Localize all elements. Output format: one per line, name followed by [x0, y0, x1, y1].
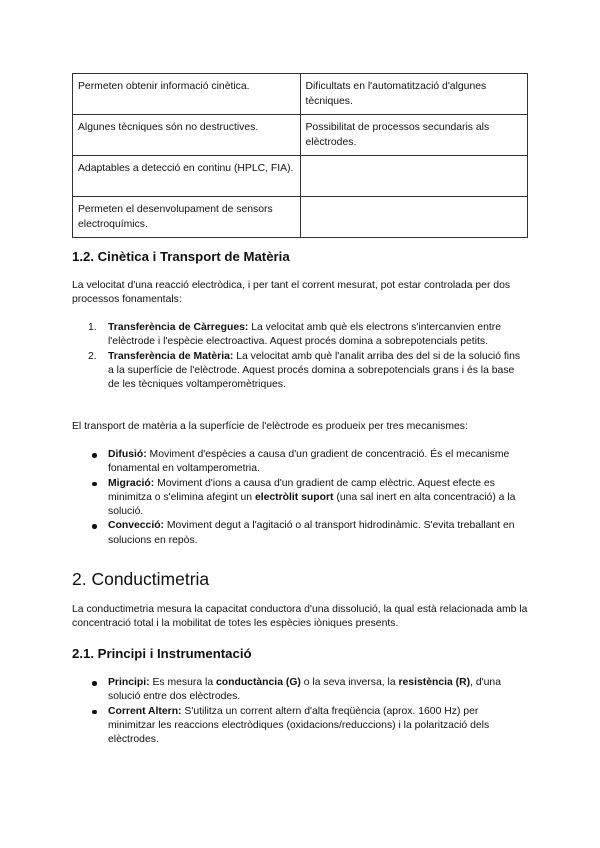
- table-row: [73, 74, 528, 115]
- bullet-icon: [92, 482, 97, 487]
- section-heading: 2.1. Principi i Instrumentació: [72, 646, 252, 661]
- table-cell: Adaptables a detecció en continu (HPLC, FIA).: [73, 156, 301, 197]
- table-cell: Possibilitat de processos secundaris als elèctrodes.: [300, 115, 528, 156]
- paragraph: La conductimetria mesura la capacitat conductora d'una dissolució, la qual està relacionada amb la concentració total i la mobilitat de totes les espècies iòniques presents.: [72, 604, 528, 630]
- list-item: 2. Transferència de Matèria: La velocitat amb què l'analit arriba des del si de la solució fins a la superfície de l'elèctrode. Aquest procés domina a sobrepotencials grans i és la base de les tècniques voltamperomètriques.: [88, 350, 521, 391]
- bullet-icon: [92, 524, 97, 529]
- paragraph: La velocitat d'una reacció electròdica, i per tant el corrent mesurat, pot estar controlada per dos processos fonamentals:: [72, 280, 511, 306]
- table-cell: Permeten el desenvolupament de sensors electroquímics.: [73, 197, 301, 238]
- list-item: Convecció: Moviment degut a l'agitació o al transport hidrodinàmic. S'evita treballant en solucions en repòs.: [72, 519, 528, 548]
- bullet-icon: [92, 453, 97, 458]
- advantages-table: [72, 73, 528, 238]
- bullet-icon: [92, 710, 97, 715]
- list-item: Corrent Altern: S'utilitza un corrent altern d'alta freqüència (aprox. 1600 Hz) per minimitzar les reaccions electròdiques (oxidacions/reduccions) i la polarització dels elèctrodes.: [72, 705, 528, 748]
- section-title: 2. Conductimetria: [72, 569, 210, 589]
- table-cell: [300, 197, 528, 238]
- list-item: Difusió: Moviment d'espècies a causa d'un gradient de concentració. És el mecanisme fonamental en voltamperometria.: [72, 448, 528, 477]
- table-cell: Permeten obtenir informació cinètica.: [73, 74, 301, 115]
- bullet-icon: [92, 681, 97, 686]
- bullet-list: [72, 448, 528, 548]
- list-item: 1. Transferència de Càrregues: La velocitat amb què els electrons s'intercanvien entre l'elèctrode i l'espècie electroactiva. Aquest procés domina a sobrepotencials petits.: [88, 322, 501, 348]
- table-row: [73, 197, 528, 238]
- table-cell: Dificultats en l'automatització d'algunes tècniques.: [300, 74, 528, 115]
- section-heading: 1.2. Cinètica i Transport de Matèria: [72, 249, 290, 264]
- list-item: Principi: Es mesura la conductància (G) o la seva inversa, la resistència (R), d'una solució entre dos elèctrodes.: [72, 676, 528, 705]
- numbered-list: [72, 321, 528, 392]
- table-row: [73, 115, 528, 156]
- table-cell: [300, 156, 528, 197]
- table-row: [73, 156, 528, 197]
- table-cell: Algunes tècniques són no destructives.: [73, 115, 301, 156]
- list-item: Migració: Moviment d'ions a causa d'un gradient de camp elèctric. Aquest efecte es minimitza o s'elimina afegint un electròlit suport (una sal inert en alta concentració) a la solució.: [72, 477, 528, 520]
- bullet-list: [72, 676, 528, 747]
- paragraph: El transport de matèria a la superfície de l'elèctrode es produeix per tres mecanismes:: [72, 421, 468, 432]
